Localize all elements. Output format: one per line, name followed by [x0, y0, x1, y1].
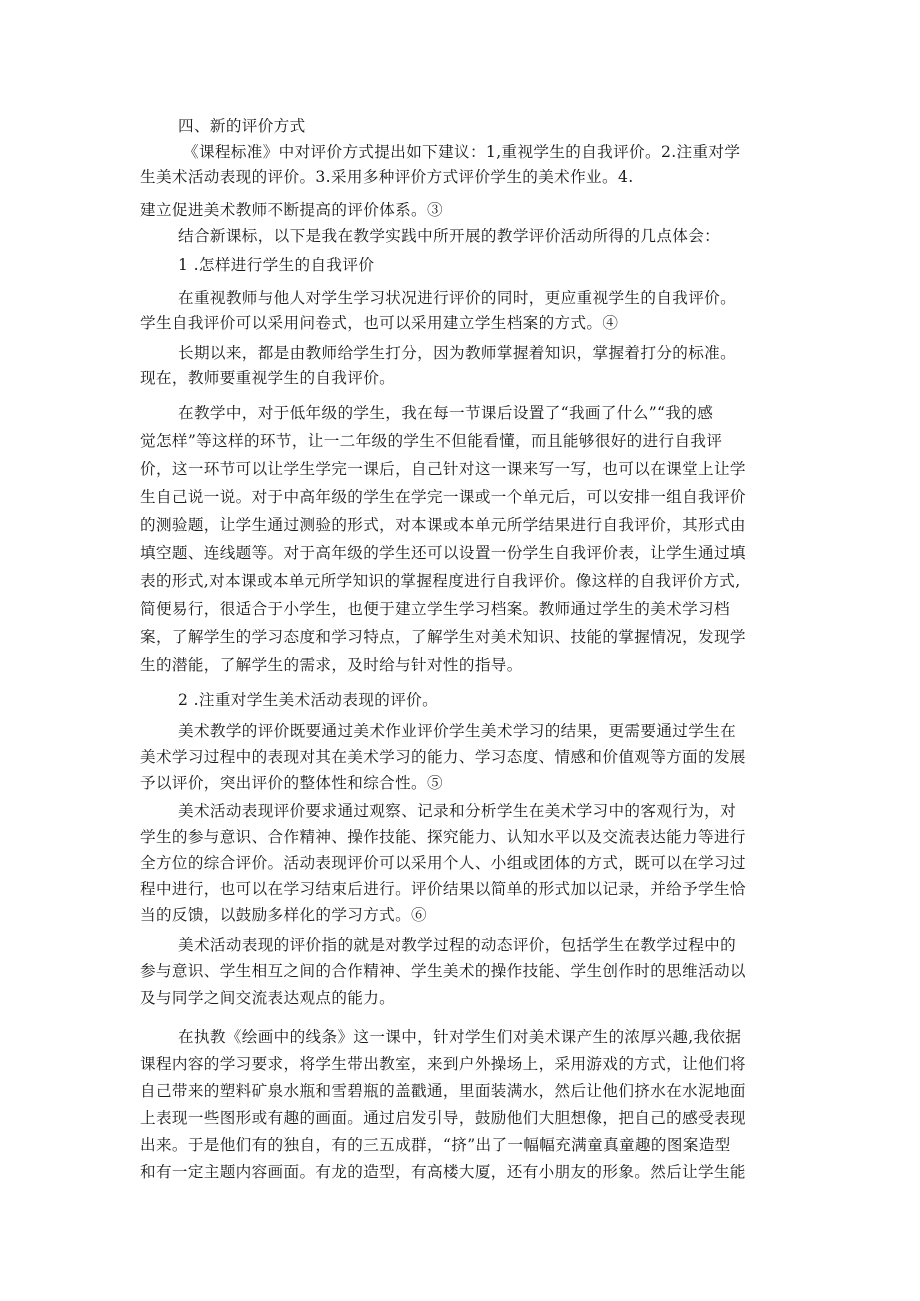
paragraph-line: 学生自我评价可以采用问卷式，也可以采用建立学生档案的方式。④: [140, 314, 619, 332]
paragraph-line: 生美术活动表现的评价。3.采用多种评价方式评价学生的美术作业。4.: [140, 168, 634, 186]
paragraph-line: 现在，教师要重视学生的自我评价。: [140, 369, 396, 387]
paragraph-line: 觉怎样”等这样的环节，让一二年级的学生不但能看懂，而且能够很好的进行自我评: [140, 432, 723, 450]
paragraph-line: 程中进行，也可以在学习结束后进行。评价结果以简单的形式加以记录，并给予学生恰: [140, 880, 746, 898]
paragraph-line: 学生的参与意识、合作精神、操作技能、探究能力、认知水平以及交流表达能力等进行: [140, 828, 746, 846]
paragraph-line: 当的反馈，以鼓励多样化的学习方式。⑥: [140, 906, 427, 924]
paragraph-line: 简便易行，很适合于小学生，也便于建立学生学习档案。教师通过学生的美术学习档: [140, 600, 730, 618]
paragraph-line: 《课程标准》中对评价方式提出如下建议：1,重视学生的自我评价。2.注重对学: [183, 143, 741, 161]
paragraph-line: 和有一定主题内容画面。有龙的造型，有高楼大厦，还有小朋友的形象。然后让学生能: [140, 1163, 746, 1181]
paragraph-line: 建立促进美术教师不断提高的评价体系。③: [140, 201, 443, 219]
paragraph-line: 的测验题，让学生通过测验的形式，对本课或本单元所学结果进行自我评价，其形式由: [140, 516, 746, 534]
paragraph-line: 填空题、连线题等。对于高年级的学生还可以设置一份学生自我评价表，让学生通过填: [140, 544, 746, 562]
paragraph-line: 予以评价，突出评价的整体性和综合性。⑤: [140, 774, 443, 792]
paragraph-line: 生自己说一说。对于中高年级的学生在学完一课或一个单元后，可以安排一组自我评价: [140, 488, 746, 506]
paragraph-line: 生的潜能，了解学生的需求，及时给与针对性的指导。: [140, 656, 523, 674]
paragraph-line: 美术学习过程中的表现对其在美术学习的能力、学习态度、情感和价值观等方面的发展: [140, 748, 746, 766]
paragraph-line: 长期以来，都是由教师给学生打分，因为教师掌握着知识，掌握着打分的标准。: [178, 344, 737, 362]
paragraph-line: 表的形式,对本课或本单元所学知识的掌握程度进行自我评价。像这样的自我评价方式,: [140, 572, 741, 590]
paragraph-line: 及与同学之间交流表达观点的能力。: [140, 989, 396, 1007]
paragraph-line: 价，这一环节可以让学生学完一课后，自己针对这一课来写一写，也可以在课堂上让学: [140, 460, 746, 478]
paragraph-line: 在执教《绘画中的线条》这一课中，针对学生们对美术课产生的浓厚兴趣,我依据: [178, 1028, 742, 1046]
paragraph-line: 结合新课标，以下是我在教学实践中所开展的教学评价活动所得的几点体会：: [178, 227, 721, 245]
paragraph-line: 在教学中，对于低年级的学生，我在每一节课后设置了“我画了什么”“我的感: [178, 404, 714, 422]
subheading: 1 .怎样进行学生的自我评价: [178, 256, 375, 274]
paragraph-line: 案，了解学生的学习态度和学习特点，了解学生对美术知识、技能的掌握情况，发现学: [140, 628, 746, 646]
paragraph-line: 全方位的综合评价。活动表现评价可以采用个人、小组或团体的方式，既可以在学习过: [140, 854, 746, 872]
paragraph-line: 美术活动表现评价要求通过观察、记录和分析学生在美术学习中的客观行为，对: [178, 802, 737, 820]
paragraph-line: 上表现一些图形或有趣的画面。通过启发引导，鼓励他们大胆想像，把自己的感受表现: [140, 1109, 746, 1127]
paragraph-line: 美术教学的评价既要通过美术作业评价学生美术学习的结果，更需要通过学生在: [178, 722, 737, 740]
subheading: 2 .注重对学生美术活动表现的评价。: [178, 691, 439, 709]
section-heading: 四、新的评价方式: [178, 117, 306, 135]
paragraph-line: 出来。于是他们有的独自，有的三五成群，“挤”出了一幅幅充满童真童趣的图案造型: [140, 1136, 731, 1154]
paragraph-line: 参与意识、学生相互之间的合作精神、学生美术的操作技能、学生创作时的思维活动以: [140, 962, 746, 980]
paragraph-line: 在重视教师与他人对学生学习状况进行评价的同时，更应重视学生的自我评价。: [178, 289, 737, 307]
paragraph-line: 美术活动表现的评价指的就是对教学过程的动态评价，包括学生在教学过程中的: [178, 936, 737, 954]
paragraph-line: 自己带来的塑料矿泉水瓶和雪碧瓶的盖戳通，里面装满水，然后让他们挤水在水泥地面: [140, 1082, 746, 1100]
paragraph-line: 课程内容的学习要求，将学生带出教室，来到户外操场上，采用游戏的方式，让他们将: [140, 1055, 746, 1073]
